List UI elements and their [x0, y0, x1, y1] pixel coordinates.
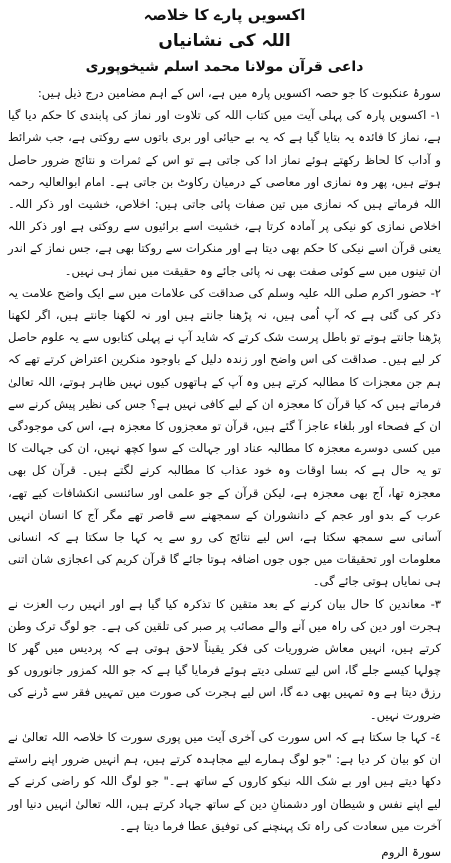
- article-subtitle: اللہ کی نشانیاں: [158, 31, 291, 51]
- paragraph-3: ٣- معاندین کا حال بیان کرنے کے بعد متقین کا تذکرہ کیا گیا ہے اور انہیں رب العزت نے ہجرت اور دین کی راہ میں آنے والے مصائب پر صبر کی تلقین کی ہے۔ جو لوگ ترک وطن کرتے ہیں، انہیں معاش ضروریات کی فکر یقیناً لاحق ہوتی ہے کہ پردیس میں گھر کا چولہا کیسے جلے گا، اس لیے تسلی دیتے ہوئے فرمایا گیا ہے کہ جو اللہ کمزور جانوروں کو رزق دیتا ہے وہ تمہیں بھی دے گا، اس لیے ہجرت کی صورت میں تمہیں فقر سے ڈرنے کی ضرورت نہیں۔: [8, 596, 441, 722]
- next-section-heading: سورۃ الروم: [381, 844, 441, 859]
- paragraph-4: ٤- کہا جا سکتا ہے کہ اس سورت کی آخری آیت میں پوری سورت کا خلاصہ اللہ تعالیٰ نے ان کو بیان کر دیا ہے: "جو لوگ ہمارے لیے مجاہدہ کرتے ہیں، ہم انہیں ضرور اپنے راستے دکھا دیتے ہیں اور بے شک اللہ نیکو کاروں کے ساتھ ہے۔" جو لوگ اللہ کو راضی کرنے کے لیے اپنے نفس و شیطان اور دشمنانِ دین کے ساتھ جہاد کرتے ہیں، اللہ تعالیٰ انہیں دنیا اور آخرت میں سعادت کی راہ تک پہنچنے کی توفیق عطا فرما دیتا ہے۔: [8, 729, 441, 833]
- paragraph-2: ٢- حضور اکرم صلی اللہ علیہ وسلم کی صداقت کی علامات میں سے ایک واضح علامت یہ ذکر کی گئی ہے کہ آپ اُمی ہیں، نہ پڑھنا جانتے ہیں اور نہ لکھنا جانتے ہیں، اگر لکھنا پڑھنا جانتے ہوتے تو باطل پرست شک کرتے کہ شاید آپ نے پہلی کتابوں سے یہ علوم حاصل کر لیے ہیں۔ صداقت کی اس واضح اور زندہ دلیل کے باوجود منکرین اعتراض کرتے تھے کہ ہم جن معجزات کا مطالبہ کرتے ہیں وہ آپ کے ہاتھوں کیوں نہیں ظاہر ہوتے، اللہ تعالیٰ فرماتے ہیں کہ کیا قرآن کا معجزہ ان کے لیے کافی نہیں ہے؟ جس کی نظیر پیش کرنے سے ان کے فصحاء اور بلغاء عاجز آ گئے ہیں، قرآن تو معجزوں کا معجزہ ہے، اس کی موجودگی میں کسی دوسرے معجزہ کا مطالبہ عناد اور جہالت کے سوا کچھ نہیں، ان کی جہالت کا تو یہ حال ہے کہ بسا اوقات وہ خود عذاب کا مطالبہ کرنے لگتے ہیں۔ قرآن کل بھی معجزہ تھا، آج بھی معجزہ ہے، لیکن قرآن کے جو علمی اور سائنسی انکشافات کیے تھے، عرب کے بدو اور عجم کے دانشوران کے سمجھنے سے قاصر تھے مگر آج کا انسان انہیں آسانی سے سمجھ سکتا ہے، اس لیے نتائج کی رو سے یہ کہا جا سکتا ہے کہ انسانی معلومات اور تحقیقات میں جوں جوں اضافہ ہوتا جائے گا قرآن کریم کی اعجازی شان اتنی ہی نمایاں ہوتی جائے گی۔: [8, 285, 441, 589]
- paragraph-1: ١- اکسویں پارہ کی پہلی آیت میں کتاب اللہ کی تلاوت اور نماز کی پابندی کا حکم دیا گیا ہے، نماز کا فائدہ یہ بتایا گیا ہے کہ یہ بے حیائی اور بری باتوں سے روکتی ہے، جب شرائط و آداب کا لحاظ رکھتے ہوئے نماز ادا کی جاتی ہے تو اس کے ثمرات و نتائج ضرور حاصل ہوتے ہیں، پھر وہ نمازی اور معاصی کے درمیان رکاوٹ بن جاتی ہے۔ امام ابوالعالیہ رحمہ اللہ فرماتے ہیں کہ نمازی میں تین صفات پائی جاتی ہیں: اخلاص، خشیت اور ذکر اللہ۔ اخلاص نمازی کو نیکی پر آمادہ کرتا ہے، خشیت اسے برائیوں سے روکتی ہے اور ذکر اللہ یعنی قرآن اسے نیکی کا حکم بھی دیتا ہے اور منکرات سے روکتا بھی ہے، جس نماز کے اندر ان تینوں میں سے کوئی صفت بھی نہ پائی جائے وہ حقیقت میں نماز ہی نہیں۔: [8, 108, 441, 278]
- article-author: داعی قرآن مولانا محمد اسلم شیخوپوری: [85, 59, 364, 75]
- article-title: اکسویں پارے کا خلاصہ: [143, 6, 306, 24]
- intro-paragraph: سورۂ عنکبوت کا جو حصہ اکسویں پارہ میں ہے، اس کے اہم مضامین درج ذیل ہیں:: [37, 86, 441, 100]
- article-body: [8, 82, 441, 837]
